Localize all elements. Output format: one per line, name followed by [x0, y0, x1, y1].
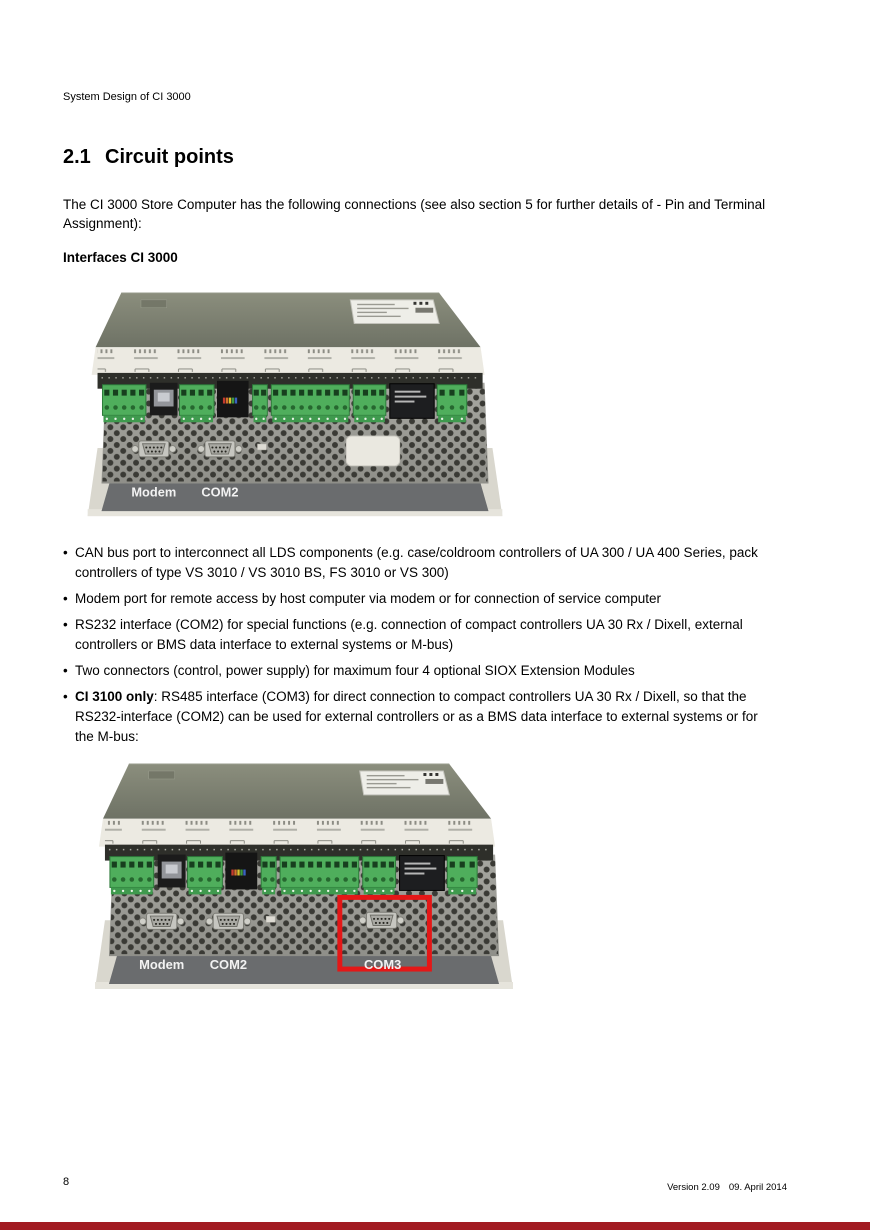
com2-port-label: COM2 [201, 484, 239, 500]
list-item [63, 615, 775, 655]
bullet-text: RS232 interface (COM2) for special functions (e.g. connection of compact controllers UA 30 Rx / Dixell, external controllers or BMS data interface to external systems or M-bus) [75, 617, 743, 652]
figure-ci3100-rear-com3 [95, 759, 513, 994]
bullet-bold-text: CI 3100 only [75, 689, 154, 704]
figure-ci3000-rear [85, 288, 505, 521]
page-content [63, 146, 787, 994]
page-number: 8 [63, 1176, 70, 1188]
com2-port-label: COM2 [209, 957, 248, 973]
bullet-text: Two connectors (control, power supply) for maximum four 4 optional SIOX Extension Modules [75, 663, 635, 678]
list-item [63, 687, 775, 747]
bullet-text: Modem port for remote access by host computer via modem or for connection of service computer [75, 591, 661, 606]
modem-port-label: Modem [139, 957, 185, 973]
bullet-text: CAN bus port to interconnect all LDS components (e.g. case/coldroom controllers of UA 300 / UA 400 Series, pack controllers of type VS 3010 / VS 3010 BS, FS 3010 or VS 300) [75, 545, 758, 580]
connection-list [63, 543, 775, 747]
footer-version-number: Version 2.09 [667, 1182, 720, 1193]
bullet-text: : RS485 interface (COM3) for direct connection to compact controllers UA 30 Rx / Dixell, so that the RS232-interface (COM2) can be used for external controllers or as a BMS data interface to external systems or for the M-bus: [75, 689, 758, 744]
interfaces-subheading: Interfaces CI 3000 [63, 250, 178, 265]
section-title: Circuit points [105, 146, 234, 168]
running-header: System Design of CI 3000 [63, 91, 191, 103]
page-accent-bar [0, 1222, 870, 1230]
section-heading [63, 146, 787, 169]
modem-port-label: Modem [131, 484, 177, 500]
com3-cover-plate [346, 436, 399, 466]
list-item [63, 661, 775, 681]
footer-version [667, 1182, 787, 1193]
intro-paragraph: The CI 3000 Store Computer has the following connections (see also section 5 for further details of - Pin and Terminal Assignment): [63, 197, 766, 231]
com3-port-label: COM3 [363, 957, 402, 973]
footer-date: 09. April 2014 [728, 1182, 787, 1193]
section-number: 2.1 [63, 146, 91, 168]
list-item [63, 543, 775, 583]
list-item [63, 589, 775, 609]
